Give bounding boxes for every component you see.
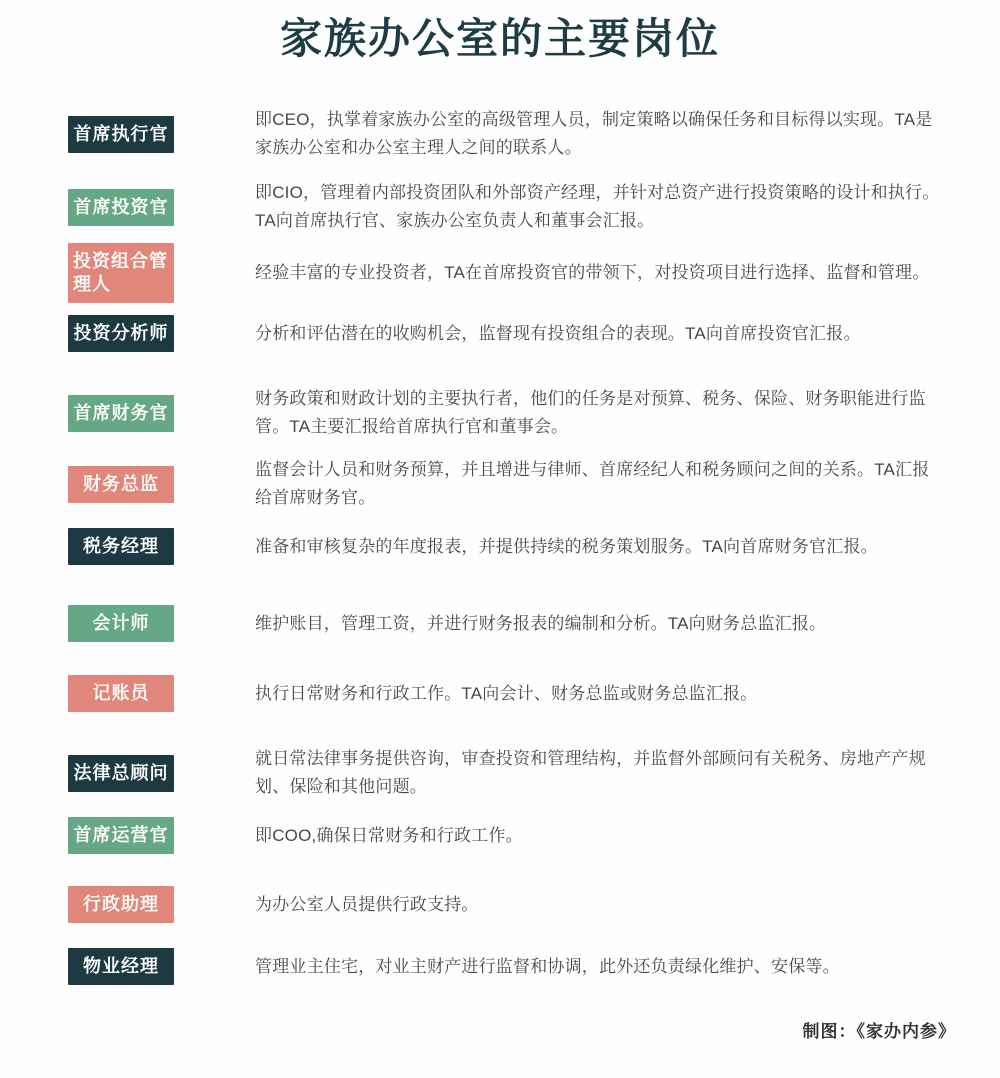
position-row xyxy=(0,817,1000,854)
position-description: 即COO,确保日常财务和行政工作。 xyxy=(255,825,523,845)
position-badge xyxy=(68,243,174,303)
position-label: 记账员 xyxy=(92,683,150,703)
position-label: 首席财务官 xyxy=(73,402,169,423)
credit-line xyxy=(803,1017,957,1042)
position-label: 法律总顾问 xyxy=(73,762,169,783)
position-label: 行政助理 xyxy=(83,894,159,914)
position-row xyxy=(0,243,1000,303)
position-badge xyxy=(68,605,174,642)
position-badge xyxy=(68,395,174,432)
position-row xyxy=(0,456,1000,512)
position-label: 财务总监 xyxy=(83,473,159,494)
position-badge xyxy=(68,948,174,985)
position-description: 准备和审核复杂的年度报表，并提供持续的税务策划服务。TA向首席财务官汇报。 xyxy=(255,536,878,556)
position-description: 监督会计人员和财务预算，并且增进与律师、首席经纪人和税务顾问之间的关系。TA汇报给首席财务官。 xyxy=(255,460,930,507)
position-badge xyxy=(68,675,174,712)
position-label: 投资组合管理人 xyxy=(73,251,168,294)
position-row xyxy=(0,106,1000,162)
position-row xyxy=(0,675,1000,712)
position-description: 即CIO，管理着内部投资团队和外部资产经理，并针对总资产进行投资策略的设计和执行。TA向首席执行官、家族办公室负责人和董事会汇报。 xyxy=(255,183,940,230)
page-title: 家族办公室的主要岗位 xyxy=(279,15,720,62)
credit-text: 制图：《家办内参》 xyxy=(802,1022,956,1041)
position-description: 执行日常财务和行政工作。TA向会计、财务总监或财务总监汇报。 xyxy=(255,683,758,703)
position-row xyxy=(0,948,1000,985)
position-row xyxy=(0,528,1000,565)
position-description: 经验丰富的专业投资者，TA在首席投资官的带领下，对投资项目进行选择、监督和管理。 xyxy=(255,263,930,282)
position-row xyxy=(0,886,1000,923)
position-label: 首席运营官 xyxy=(73,825,169,845)
position-badge xyxy=(68,817,174,854)
position-label: 首席执行官 xyxy=(73,123,169,144)
position-row xyxy=(0,315,1000,352)
position-badge xyxy=(68,189,174,226)
position-label: 物业经理 xyxy=(83,956,159,976)
position-description: 分析和评估潜在的收购机会，监督现有投资组合的表现。TA向首席投资官汇报。 xyxy=(255,323,861,343)
position-row xyxy=(0,605,1000,642)
position-row xyxy=(0,385,1000,441)
position-badge xyxy=(68,116,174,153)
position-label: 税务经理 xyxy=(83,536,159,556)
position-badge xyxy=(68,755,174,792)
position-row xyxy=(0,179,1000,235)
position-label: 首席投资官 xyxy=(73,196,169,217)
position-description: 就日常法律事务提供咨询，审查投资和管理结构，并监督外部顾问有关税务、房地产产规划、保险和其他问题。 xyxy=(255,749,926,796)
position-label: 会计师 xyxy=(92,613,150,633)
position-description: 管理业主住宅，对业主财产进行监督和协调，此外还负责绿化维护、安保等。 xyxy=(255,956,840,976)
positions-list xyxy=(0,106,1000,985)
position-badge xyxy=(68,886,174,923)
position-badge xyxy=(68,528,174,565)
position-description: 维护账目，管理工资，并进行财务报表的编制和分析。TA向财务总监汇报。 xyxy=(255,613,827,633)
position-badge xyxy=(68,466,174,503)
position-description: 为办公室人员提供行政支持。 xyxy=(255,894,479,914)
position-label: 投资分析师 xyxy=(73,323,169,343)
position-description: 财务政策和财政计划的主要执行者，他们的任务是对预算、税务、保险、财务职能进行监管。TA主要汇报给首席执行官和董事会。 xyxy=(255,389,926,436)
position-description: 即CEO，执掌着家族办公室的高级管理人员，制定策略以确保任务和目标得以实现。TA是家族办公室和办公室主理人之间的联系人。 xyxy=(255,110,933,157)
position-badge xyxy=(68,315,174,352)
position-row xyxy=(0,745,1000,801)
